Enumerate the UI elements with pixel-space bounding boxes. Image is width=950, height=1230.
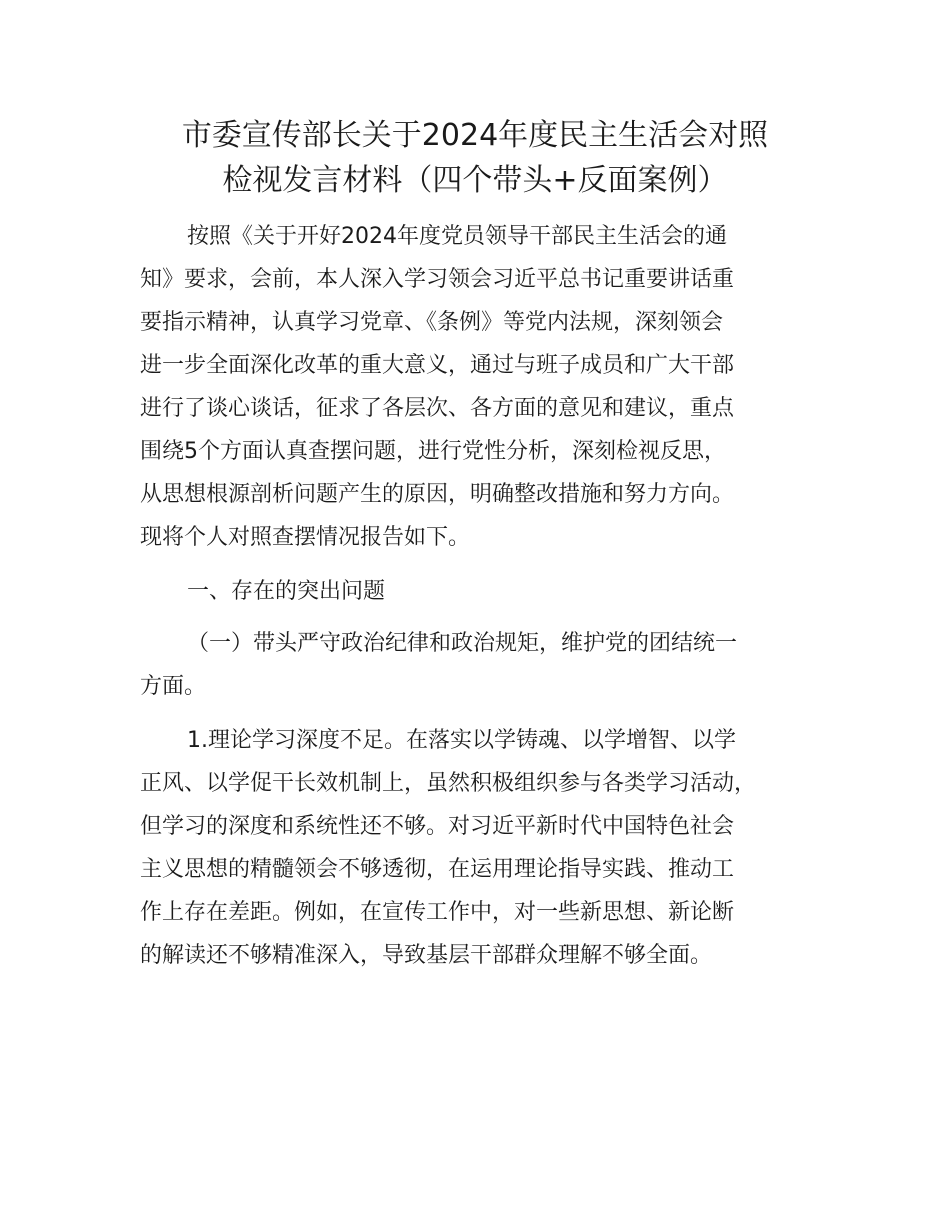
paragraph-intro-line-8: 现将个人对照查摆情况报告如下。 [140, 525, 471, 550]
paragraph-intro-line-2: 知》要求，会前，本人深入学习领会习近平总书记重要讲话重 [140, 267, 735, 292]
subsection-heading-line-2: 方面。 [140, 674, 207, 699]
subsection-heading-line-1: （一）带头严守政治纪律和政治规矩，维护党的团结统一 [187, 631, 738, 656]
paragraph-intro-line-1: 按照《关于开好2024年度党员领导干部民主生活会的通 [187, 224, 727, 249]
paragraph-intro-line-4: 进一步全面深化改革的重大意义，通过与班子成员和广大干部 [140, 353, 735, 378]
point-1-line-4: 主义思想的精髓领会不够透彻，在运用理论指导实践、推动工 [140, 857, 735, 882]
paragraph-intro-line-3: 要指示精神，认真学习党章、《条例》等党内法规，深刻领会 [140, 310, 724, 335]
document-title-line-1: 市委宣传部长关于2024年度民主生活会对照 [181, 118, 769, 153]
paragraph-intro-line-5: 进行了谈心谈话，征求了各层次、各方面的意见和建议，重点 [140, 396, 735, 421]
paragraph-intro-line-6: 围绕5个方面认真查摆问题，进行党性分析，深刻检视反思， [140, 439, 726, 464]
point-1-line-5: 作上存在差距。例如，在宣传工作中，对一些新思想、新论断 [140, 900, 735, 925]
point-1-line-1: 1.理论学习深度不足。在落实以学铸魂、以学增智、以学 [187, 728, 736, 753]
section-heading-1: 一、存在的突出问题 [187, 579, 386, 604]
paragraph-intro-line-7: 从思想根源剖析问题产生的原因，明确整改措施和努力方向。 [140, 482, 735, 507]
point-1-line-2: 正风、以学促干长效机制上，虽然积极组织参与各类学习活动， [140, 771, 757, 796]
document-title-line-2: 检视发言材料（四个带头+反面案例） [222, 163, 728, 198]
point-1-line-3: 但学习的深度和系统性还不够。对习近平新时代中国特色社会 [140, 814, 735, 839]
point-1-line-6: 的解读还不够精准深入，导致基层干部群众理解不够全面。 [140, 943, 713, 968]
